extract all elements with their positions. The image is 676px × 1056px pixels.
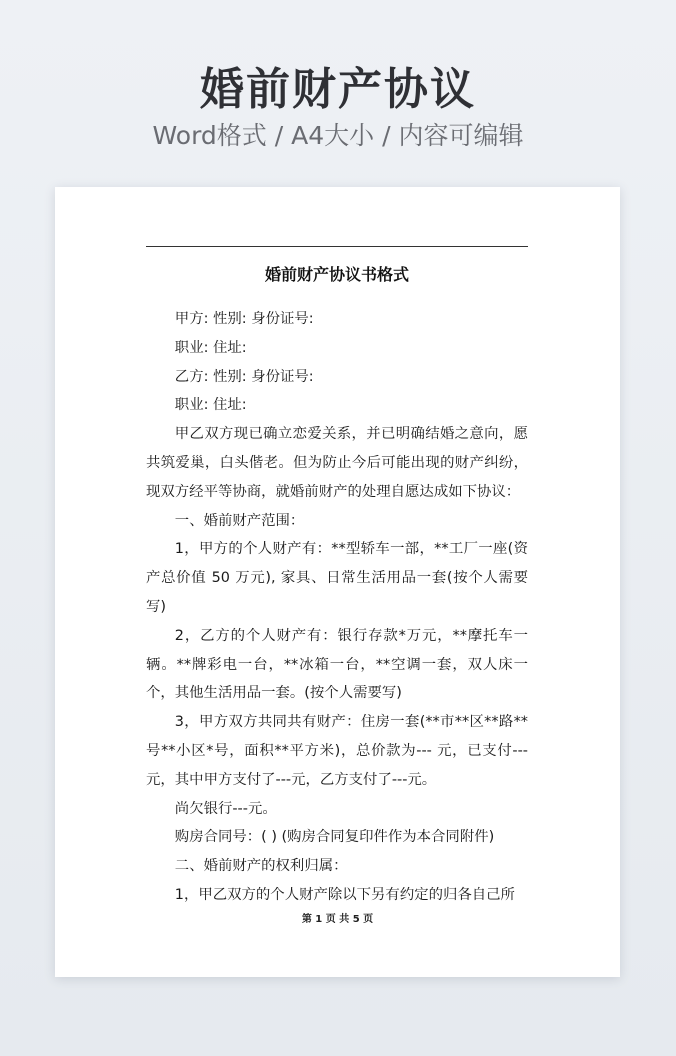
- party-a-info: 甲方: 性别: 身份证号:: [174, 311, 314, 327]
- section-heading-ownership: 二、婚前财产的权利归属：: [174, 858, 348, 875]
- document-body: [146, 305, 528, 910]
- preamble-paragraph: 甲乙双方现已确立恋爱关系，并已明确结婚之意向，愿共筑爱巢，白头偕老。但为防止今后可能出现的财产纠纷，现双方经平等协商，就婚前财产的处理自愿达成如下协议：: [146, 426, 528, 500]
- clause-party-b-property: 2，乙方的个人财产有：银行存款*万元，**摩托车一辆。**牌彩电一台，**冰箱一台，**空调一套，双人床一个，其他生活用品一套。(按个人需要写): [146, 627, 528, 702]
- party-a-occupation-address: 职业: 住址:: [174, 339, 247, 356]
- clause-purchase-contract: 购房合同号：( ) (购房合同复印件作为本合同附件): [174, 829, 495, 846]
- clause-party-a-property: 1，甲方的个人财产有：**型轿车一部，**工厂一座(资产总价值 50 万元), 家具、日常生活用品一套(按个人需要写): [146, 541, 528, 615]
- banner-subtitle: Word格式 / A4大小 / 内容可编辑: [152, 121, 524, 150]
- banner-title: 婚前财产协议: [200, 64, 476, 115]
- page-number: 第 1 页 共 5 页: [301, 914, 374, 925]
- party-b-info: 乙方: 性别: 身份证号:: [174, 368, 314, 385]
- clause-joint-property: 3，甲方双方共同共有财产：住房一套(**市**区**路**号**小区*号，面积**平方米)，总价款为--- 元，已支付---元，其中甲方支付了---元，乙方支付了---元。: [146, 714, 528, 788]
- clause-bank-debt: 尚欠银行---元。: [174, 800, 277, 817]
- party-b-occupation-address: 职业: 住址:: [174, 397, 247, 414]
- header-rule: [146, 246, 528, 247]
- document-title: 婚前财产协议书格式: [264, 265, 409, 284]
- document-page: [55, 187, 620, 977]
- section-heading-scope: 一、婚前财产范围：: [174, 512, 305, 529]
- clause-ownership-1: 1，甲乙双方的个人财产除以下另有约定的归各自己所: [174, 886, 515, 903]
